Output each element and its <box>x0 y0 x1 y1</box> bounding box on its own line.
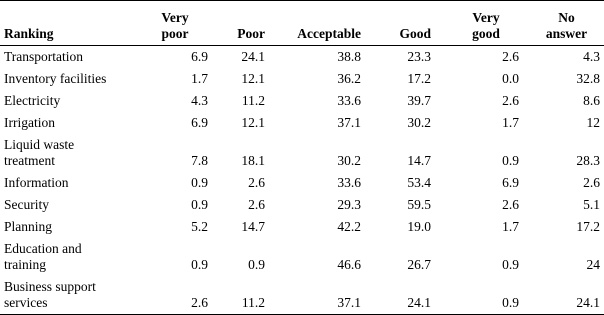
header-very-good-line1: Very <box>472 10 500 25</box>
row-label-line: Liquid waste <box>4 137 75 152</box>
cell-very-good: 2.6 <box>502 197 519 212</box>
cell-very-poor: 0.9 <box>191 257 208 272</box>
cell-no-answer: 32.8 <box>576 71 600 86</box>
header-ranking-text: Ranking <box>4 26 54 41</box>
cell-very-poor: 6.9 <box>191 115 208 130</box>
cell-poor: 18.1 <box>241 153 265 168</box>
cell-very-poor: 4.3 <box>191 93 208 108</box>
cell-acceptable: 37.1 <box>337 115 361 130</box>
row-label-line: Electricity <box>4 93 61 108</box>
cell-no-answer: 28.3 <box>576 153 600 168</box>
cell-good: 26.7 <box>407 257 431 272</box>
cell-good: 17.2 <box>407 71 431 86</box>
cell-no-answer: 4.3 <box>583 49 600 64</box>
row-label-line: Education and <box>4 241 82 256</box>
header-acceptable <box>265 1 361 46</box>
cell-poor: 12.1 <box>241 71 265 86</box>
table-row <box>0 194 604 216</box>
row-label <box>0 172 128 194</box>
cell-acceptable: 33.6 <box>337 175 361 190</box>
cell-no-answer: 8.6 <box>583 93 600 108</box>
cell-very-poor: 5.2 <box>191 219 208 234</box>
row-label-line: Irrigation <box>4 115 55 130</box>
header-very-good-line2: good <box>472 26 500 41</box>
cell-very-poor: 7.8 <box>191 153 208 168</box>
cell-very-good: 2.6 <box>502 93 519 108</box>
cell-no-answer: 12 <box>586 115 600 130</box>
cell-acceptable: 42.2 <box>337 219 361 234</box>
cell-very-good: 0.9 <box>502 153 519 168</box>
cell-poor: 11.2 <box>208 276 265 315</box>
cell-poor: 2.6 <box>248 197 265 212</box>
row-label-line: Planning <box>4 219 53 234</box>
cell-good: 59.5 <box>407 197 431 212</box>
table-body <box>0 46 604 315</box>
cell-good: 24.1 <box>361 276 431 315</box>
cell-very-poor: 0.9 <box>191 175 208 190</box>
table-row <box>0 90 604 112</box>
header-good-text: Good <box>399 26 431 41</box>
header-no-answer-line2: answer <box>545 26 588 41</box>
cell-no-answer: 24.1 <box>519 276 604 315</box>
cell-poor: 12.1 <box>241 115 265 130</box>
cell-good: 53.4 <box>407 175 431 190</box>
table-row <box>0 112 604 134</box>
cell-no-answer: 17.2 <box>576 219 600 234</box>
row-label <box>0 68 128 90</box>
table-row <box>0 68 604 90</box>
row-label <box>0 216 128 238</box>
row-label <box>0 134 128 172</box>
cell-acceptable: 46.6 <box>337 257 361 272</box>
cell-no-answer: 5.1 <box>583 197 600 212</box>
cell-very-good: 1.7 <box>502 115 519 130</box>
row-label-line: Information <box>4 175 69 190</box>
row-label <box>0 90 128 112</box>
header-acceptable-text: Acceptable <box>297 26 361 41</box>
header-poor <box>208 1 265 46</box>
cell-very-poor: 2.6 <box>128 276 208 315</box>
cell-good: 14.7 <box>407 153 431 168</box>
header-no-answer <box>519 1 604 46</box>
table-row <box>0 46 604 69</box>
row-label <box>0 276 128 315</box>
table-row <box>0 172 604 194</box>
cell-very-good: 0.9 <box>431 276 519 315</box>
row-label-line: Transportation <box>4 49 84 64</box>
cell-poor: 2.6 <box>248 175 265 190</box>
cell-very-poor: 0.9 <box>191 197 208 212</box>
header-good <box>361 1 431 46</box>
cell-very-good: 2.6 <box>502 49 519 64</box>
header-ranking <box>0 1 128 46</box>
header-very-poor-line2: poor <box>161 26 189 41</box>
row-label-line: services <box>4 295 48 310</box>
header-very-poor-line1: Very <box>161 10 189 25</box>
table-row <box>0 216 604 238</box>
row-label-line: training <box>4 257 46 272</box>
row-label-line: Security <box>4 197 49 212</box>
cell-poor: 11.2 <box>241 93 265 108</box>
header-very-poor <box>128 1 208 46</box>
cell-very-good: 6.9 <box>502 175 519 190</box>
cell-acceptable: 30.2 <box>337 153 361 168</box>
header-poor-text: Poor <box>237 26 265 41</box>
cell-good: 39.7 <box>407 93 431 108</box>
row-label <box>0 238 128 276</box>
header-row <box>0 1 604 46</box>
cell-acceptable: 38.8 <box>337 49 361 64</box>
cell-no-answer: 24 <box>586 257 600 272</box>
table-header <box>0 1 604 46</box>
header-no-answer-line1: No <box>558 10 575 25</box>
row-label <box>0 46 128 69</box>
cell-poor: 24.1 <box>241 49 265 64</box>
cell-no-answer: 2.6 <box>583 175 600 190</box>
cell-acceptable: 37.1 <box>265 276 361 315</box>
cell-acceptable: 29.3 <box>337 197 361 212</box>
row-label-line: Business support <box>4 279 96 294</box>
cell-good: 23.3 <box>407 49 431 64</box>
cell-good: 30.2 <box>407 115 431 130</box>
table-row <box>0 238 604 276</box>
row-label-line: Inventory facilities <box>4 71 107 86</box>
header-very-good <box>431 1 519 46</box>
cell-acceptable: 33.6 <box>337 93 361 108</box>
cell-very-good: 0.9 <box>502 257 519 272</box>
cell-very-good: 0.0 <box>502 71 519 86</box>
cell-poor: 14.7 <box>241 219 265 234</box>
table-row <box>0 276 604 315</box>
cell-poor: 0.9 <box>248 257 265 272</box>
table-row <box>0 134 604 172</box>
row-label-line: treatment <box>4 153 55 168</box>
row-label <box>0 112 128 134</box>
cell-good: 19.0 <box>407 219 431 234</box>
cell-acceptable: 36.2 <box>337 71 361 86</box>
cell-very-poor: 6.9 <box>191 49 208 64</box>
row-label <box>0 194 128 216</box>
cell-very-poor: 1.7 <box>191 71 208 86</box>
cell-very-good: 1.7 <box>502 219 519 234</box>
